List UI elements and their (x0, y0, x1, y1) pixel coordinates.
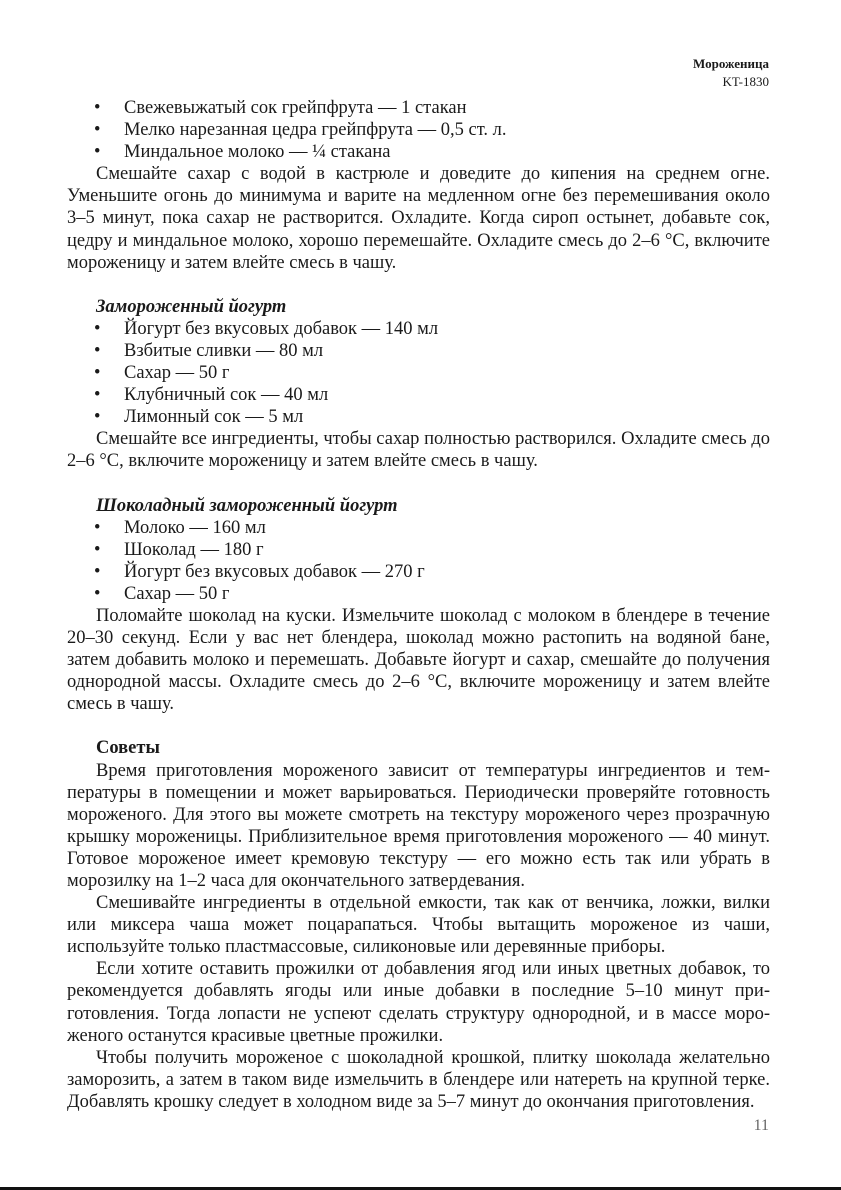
tips-paragraph: Время приготовления мороженого зависит от температуры ингредиентов и температуры в помещении и может варьироваться. Периодически проверяйте готовность мороженого. Для этого вы можете смотреть на текстуру мороженого через прозрачную крышку мороженицы. Приблизительное время приготовления мороженого — 40 минут. Готовое мороженое имеет кремовую текстуру — его можно есть так или убрать в морозилку на 1–2 часа для окончательного затвердевания. (67, 760, 770, 891)
model-number: KT-1830 (722, 74, 769, 89)
tips-paragraph: Смешивайте ингредиенты в отдельной емкости, так как от венчика, ложки, вилки или миксера чаша может поцарапаться. Чтобы вытащить мороженое из чаши, используйте только пластмассовые, силиконовые или деревянные приборы. (67, 893, 770, 958)
tips-paragraph: Чтобы получить мороженое с шоколадной крошкой, плитку шоколада желательно заморозить, а затем в таком виде измельчить в блендере или натереть на крупной терке. Добавлять крошку следует в холодном виде за 5–7 минут до окончания приготовления. (67, 1047, 770, 1112)
page-number: 11 (753, 1117, 769, 1134)
grapefruit-instructions: Смешайте сахар с водой в кастрюле и доведите до кипения на среднем огне. Уменьшите огонь до минимума и варите на медленном огне без перемешивания около 3–5 минут, пока сахар не растворится. Охладите. Когда сироп остынет, добавьте сок, цедру и миндальное молоко, хорошо перемешайте. Охладите смесь до 2–6 °С, включите мороженицу и затем влейте смесь в чашу. (67, 164, 770, 273)
frozen-yogurt-title: Замороженный йогурт (96, 296, 287, 317)
frozen-yogurt-instructions: Смешайте все ингредиенты, чтобы сахар полностью растворился. Охладите смесь до 2–6 °С, включите мороженицу и затем влейте смесь в чашу. (67, 429, 770, 472)
product-name: Мороженица (692, 56, 769, 71)
list-item: • Лимонный сок — 5 мл (67, 406, 770, 428)
tips-title: Советы (96, 738, 160, 759)
page-content (67, 97, 770, 1113)
list-item: • Свежевыжатый сок грейпфрута — 1 стакан (67, 97, 770, 119)
chocolate-yogurt-instructions: Поломайте шоколад на куски. Измельчите шоколад с молоком в блендере в течение 20–30 секунд. Если у вас нет блендера, шоколад можно растопить на водяной бане, затем добавить молоко и перемешать. Добавьте йогурт и сахар, смешайте до получения однородной массы. Охладите смесь до 2–6 °С, включите мороженицу и затем влейте смесь в чашу. (67, 605, 770, 715)
list-item: • Мелко нарезанная цедра грейпфрута — 0,5 ст. л. (67, 119, 770, 141)
list-item: • Йогурт без вкусовых добавок — 140 мл (67, 318, 770, 340)
tips-paragraph: Если хотите оставить прожилки от добавления ягод или иных цветных добавок, то рекомендуется добавлять ягоды или иные добавки в последние 5–10 минут приготовления. Тогда лопасти не успеют сделать структуру однородной, и в массе мороженого останутся красивые цветные прожилки. (67, 959, 770, 1046)
chocolate-yogurt-ingredient-list (67, 517, 770, 605)
list-item: • Сахар — 50 г (67, 362, 770, 384)
list-item: • Взбитые сливки — 80 мл (67, 340, 770, 362)
chocolate-yogurt-title: Шоколадный замороженный йогурт (96, 495, 398, 516)
list-item: • Сахар — 50 г (67, 583, 770, 605)
frozen-yogurt-ingredient-list (67, 318, 770, 428)
grapefruit-ingredient-list (67, 97, 770, 163)
list-item: • Клубничный сок — 40 мл (67, 384, 770, 406)
page-header (693, 55, 769, 91)
list-item: • Шоколад — 180 г (67, 539, 770, 561)
list-item: • Миндальное молоко — ¼ стакана (67, 141, 770, 163)
list-item: • Йогурт без вкусовых добавок — 270 г (67, 561, 770, 583)
list-item: • Молоко — 160 мл (67, 517, 770, 539)
